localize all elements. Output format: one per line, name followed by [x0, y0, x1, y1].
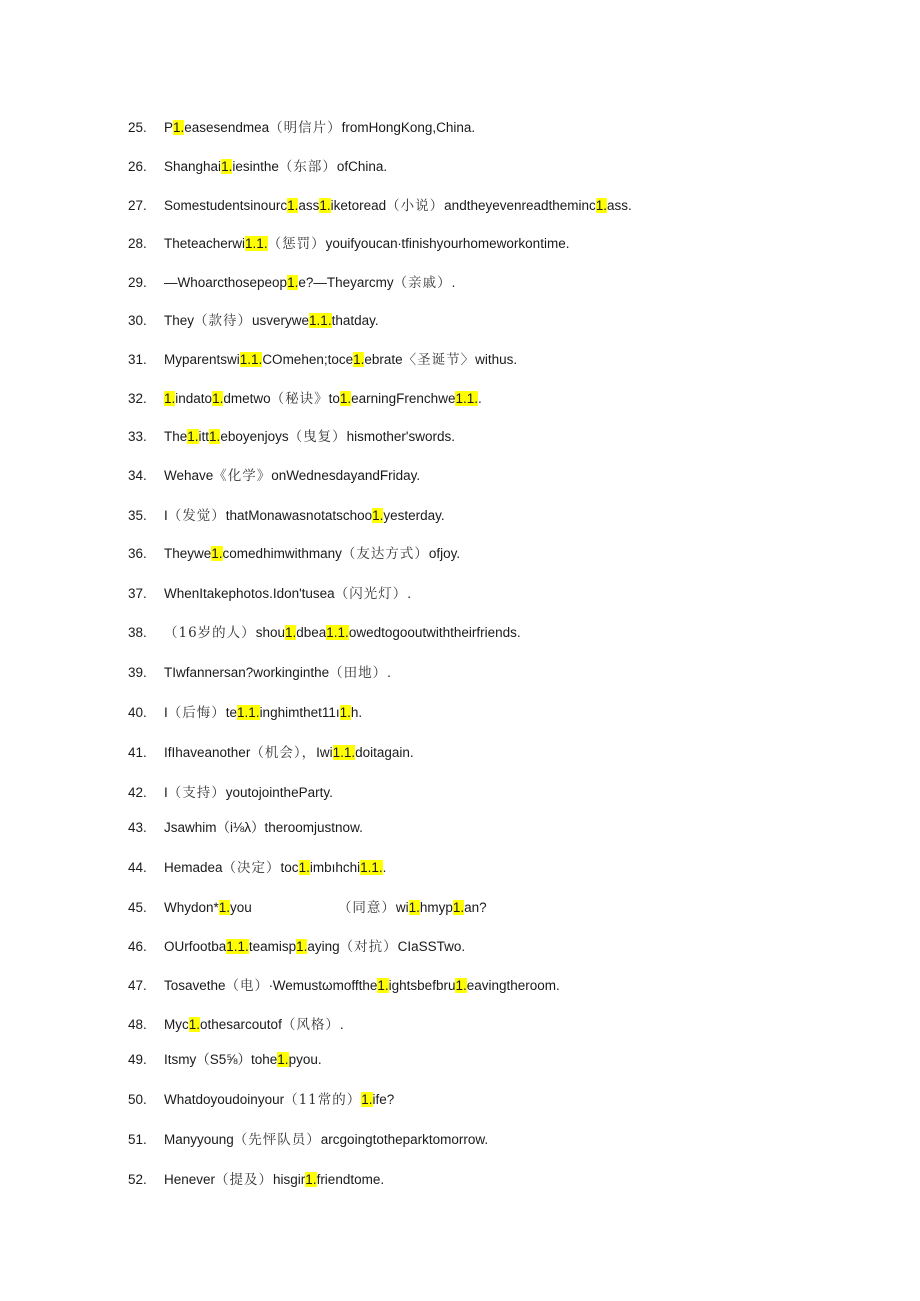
highlighted-text: 1.	[298, 860, 310, 875]
question-number: 26.	[128, 159, 147, 174]
question-text	[164, 1128, 488, 1152]
text-segment: pyou.	[288, 1052, 322, 1067]
text-segment: Wehave	[164, 468, 214, 483]
question-text	[164, 896, 487, 920]
question-number: 46.	[128, 939, 147, 954]
highlighted-text: 1.1.	[455, 391, 478, 406]
chinese-hint: （亲戚）	[393, 275, 452, 291]
chinese-hint: （支持）	[167, 785, 226, 801]
chinese-hint: （同意）	[337, 900, 396, 916]
highlighted-text: 1.	[408, 900, 420, 915]
highlighted-text: 1.	[339, 705, 351, 720]
text-segment: Theteacherwi	[164, 236, 246, 251]
text-segment: iketoread	[330, 198, 387, 213]
chinese-hint: （明信片）	[269, 120, 342, 136]
chinese-hint: 《化学》	[213, 468, 272, 484]
text-segment: itt	[198, 429, 210, 444]
question-number: 44.	[128, 860, 147, 875]
question-number: 36.	[128, 546, 147, 561]
chinese-hint: （小说）	[386, 198, 445, 214]
question-text	[164, 425, 455, 449]
chinese-hint: （东部）	[278, 159, 337, 175]
text-segment: othesarcoutof	[200, 1017, 282, 1032]
highlighted-text: 1.	[211, 546, 223, 561]
text-segment: —Whoarcthosepeop	[164, 275, 288, 290]
text-segment: ightsbefbru	[388, 978, 456, 993]
text-segment: Whydon*	[164, 900, 219, 915]
text-segment: ofChina.	[336, 159, 388, 174]
text-segment: shou	[255, 625, 285, 640]
text-segment: Manyyoung	[164, 1132, 234, 1147]
question-text	[164, 856, 386, 880]
question-number: 30.	[128, 313, 147, 328]
question-number: 25.	[128, 120, 147, 135]
highlighted-text: 1.	[319, 198, 331, 213]
highlighted-text: 1.	[361, 1092, 373, 1107]
chinese-hint: （曳复）	[288, 429, 347, 445]
highlighted-text: 1.	[372, 508, 384, 523]
highlighted-text: 1.	[595, 198, 608, 213]
text-segment: imbıhchi	[309, 860, 361, 875]
highlighted-text: 1.	[209, 429, 221, 444]
chinese-hint: （16岁的人）	[164, 625, 256, 641]
text-segment: The	[164, 429, 188, 444]
question-text	[164, 701, 362, 725]
text-segment: teamisp	[248, 939, 297, 954]
text-segment: doitagain.	[355, 745, 414, 760]
highlighted-text: 1.	[277, 1052, 289, 1067]
question-text	[164, 741, 414, 765]
question-number: 29.	[128, 275, 147, 290]
highlighted-text: 1.	[339, 391, 352, 406]
text-segment: hismother'swords.	[346, 429, 455, 444]
question-text	[164, 1013, 344, 1037]
question-number: 52.	[128, 1172, 147, 1187]
text-segment: ass.	[607, 198, 632, 213]
highlighted-text: 1.	[287, 198, 299, 213]
question-number: 41.	[128, 745, 147, 760]
highlighted-text: 1.1.	[332, 745, 356, 760]
chinese-hint: （风格）	[281, 1017, 340, 1033]
text-segment: Tosavethe	[164, 978, 226, 993]
question-text	[164, 781, 333, 805]
text-segment: CIaSSTwo.	[397, 939, 466, 954]
chinese-hint: （先怦队员）	[233, 1132, 321, 1148]
text-segment: .	[407, 586, 411, 601]
question-number: 42.	[128, 785, 147, 800]
chinese-hint: （提及）	[215, 1172, 274, 1188]
highlighted-text: 1.	[455, 978, 467, 993]
question-number: 40.	[128, 705, 147, 720]
chinese-hint: （后悔）	[167, 705, 226, 721]
question-number: 48.	[128, 1017, 147, 1032]
text-segment: indato	[175, 391, 213, 406]
text-segment: hisgir	[273, 1172, 306, 1187]
text-segment: youifyoucan∙tfinishyourhomeworkontime.	[325, 236, 570, 251]
text-segment: h.	[350, 705, 363, 720]
text-segment: IfIhaveanother	[164, 745, 251, 760]
text-segment: hmyp	[419, 900, 453, 915]
text-segment: Theywe	[164, 546, 212, 561]
chinese-hint: （发觉）	[167, 508, 226, 524]
question-number: 28.	[128, 236, 147, 251]
chinese-hint: （惩罚）	[267, 236, 326, 252]
text-segment: Iwi	[316, 745, 333, 760]
text-segment: earningFrenchwe	[351, 391, 456, 406]
highlighted-text: 1.	[221, 159, 233, 174]
question-text	[164, 661, 391, 685]
question-number: 37.	[128, 586, 147, 601]
text-segment: .	[451, 275, 456, 290]
question-number: 35.	[128, 508, 147, 523]
text-segment: ofjoy.	[428, 546, 461, 561]
question-text	[164, 1168, 384, 1192]
text-segment: fromHongKong,China.	[341, 120, 476, 135]
question-text	[164, 621, 521, 645]
question-number: 50.	[128, 1092, 147, 1107]
text-segment: e?—Theyarcmy	[298, 275, 394, 290]
text-segment: ebrate	[364, 352, 403, 367]
text-segment: eavingtheroom.	[466, 978, 560, 993]
highlighted-text: 1.1.	[237, 705, 260, 720]
highlighted-text: 1.	[452, 900, 465, 915]
text-segment: They	[164, 313, 195, 328]
text-segment: te	[225, 705, 238, 720]
text-segment: toc	[280, 860, 299, 875]
text-segment: OUrfootba	[164, 939, 227, 954]
chinese-hint: （决定）	[222, 860, 281, 876]
question-text	[164, 194, 632, 218]
text-segment: friendtome.	[316, 1172, 385, 1187]
question-number: 32.	[128, 391, 147, 406]
highlighted-text: 1.1.	[309, 313, 332, 328]
highlighted-text: 1.	[305, 1172, 317, 1187]
chinese-hint: （友达方式）	[341, 546, 429, 562]
text-segment: aying	[307, 939, 340, 954]
text-segment: to	[328, 391, 340, 406]
highlighted-text: 1.1.	[360, 860, 383, 875]
question-number: 49.	[128, 1052, 147, 1067]
text-segment: wi	[395, 900, 409, 915]
chinese-hint: （机会），	[250, 745, 317, 761]
text-segment: thatMonawasnotatschoo	[225, 508, 373, 523]
text-segment: thatday.	[331, 313, 379, 328]
question-text	[164, 974, 560, 998]
text-segment: Itsmy（S5⅝）tohe	[164, 1052, 278, 1067]
highlighted-text: 1.	[377, 978, 389, 993]
text-segment: easesendmea	[184, 120, 270, 135]
question-number: 27.	[128, 198, 147, 213]
highlighted-text: 1.1.	[245, 236, 268, 251]
question-number: 38.	[128, 625, 147, 640]
text-segment: WhenItakephotos.Idon'tusea	[164, 586, 335, 601]
text-segment: onWednesdayandFriday.	[271, 468, 421, 483]
question-text	[164, 935, 465, 959]
highlighted-text: 1.	[296, 939, 308, 954]
text-segment: owedtogooutwiththeirfriends.	[348, 625, 521, 640]
text-segment: Shanghai	[164, 159, 222, 174]
text-segment: yesterday.	[383, 508, 445, 523]
highlighted-text: 1.1.	[326, 625, 349, 640]
text-segment: I	[164, 785, 168, 800]
question-number: 34.	[128, 468, 147, 483]
text-segment: andtheyevenreadtheminc	[444, 198, 596, 213]
chinese-hint: （闪光灯）	[334, 586, 408, 602]
chinese-hint: （秘诀》	[270, 391, 329, 407]
chinese-hint: 〈圣诞节〉	[402, 352, 476, 368]
question-text	[164, 309, 379, 333]
text-segment: dmetwo	[223, 391, 271, 406]
text-segment: TIwfannersan?workinginthe	[164, 665, 330, 680]
text-segment: you	[230, 900, 252, 915]
question-number: 43.	[128, 820, 147, 835]
question-number: 51.	[128, 1132, 147, 1147]
question-number: 31.	[128, 352, 147, 367]
question-text	[164, 582, 411, 606]
chinese-hint: （对抗）	[339, 939, 398, 955]
question-text	[164, 816, 363, 840]
text-segment: Myparentswi	[164, 352, 240, 367]
text-segment: Somestudentsinourc	[164, 198, 288, 213]
text-segment: youtojointheParty.	[225, 785, 333, 800]
text-segment: dbea	[296, 625, 327, 640]
question-text	[164, 271, 455, 295]
question-text	[164, 387, 482, 411]
question-number: 39.	[128, 665, 147, 680]
highlighted-text: 1.	[212, 391, 224, 406]
text-segment: ass	[298, 198, 320, 213]
highlighted-text: 1.	[164, 391, 176, 406]
text-segment: .	[477, 391, 482, 406]
question-text	[164, 542, 460, 566]
highlighted-text: 1.	[173, 120, 185, 135]
text-segment: Myc	[164, 1017, 189, 1032]
text-segment: Jsawhim（i⅛λ）theroomjustnow.	[164, 820, 363, 835]
question-text	[164, 504, 445, 528]
text-segment: P	[164, 120, 174, 135]
highlighted-text: 1.1.	[239, 352, 263, 367]
question-text	[164, 1088, 394, 1112]
question-text	[164, 464, 420, 488]
text-segment: Henever	[164, 1172, 216, 1187]
question-number: 45.	[128, 900, 147, 915]
text-segment: Hemadea	[164, 860, 223, 875]
text-segment: comedhimwithmany	[222, 546, 342, 561]
text-segment: I	[164, 508, 168, 523]
highlighted-text: 1.	[188, 1017, 201, 1032]
question-number: 47.	[128, 978, 147, 993]
text-segment: inghimthet11ı	[259, 705, 340, 720]
text-segment: .	[339, 1017, 344, 1032]
chinese-hint: （电）	[225, 978, 270, 994]
text-segment: COmehen;toce	[262, 352, 354, 367]
text-segment: ife?	[372, 1092, 395, 1107]
text-segment: .	[387, 665, 391, 680]
text-segment: iesinthe	[232, 159, 279, 174]
chinese-hint: （款待）	[194, 313, 253, 329]
text-segment: ∙Wemustωmoffthe	[269, 978, 378, 993]
question-text	[164, 232, 569, 256]
text-segment: .	[382, 860, 387, 875]
highlighted-text: 1.	[353, 352, 365, 367]
highlighted-text: 1.	[284, 625, 297, 640]
text-segment: arcgoingtotheparktomorrow.	[320, 1132, 489, 1147]
highlighted-text: 1.	[187, 429, 199, 444]
question-text	[164, 348, 517, 372]
question-text	[164, 1048, 322, 1072]
text-segment: I	[164, 705, 168, 720]
highlighted-text: 1.1.	[226, 939, 249, 954]
question-text	[164, 155, 387, 179]
question-text	[164, 116, 475, 140]
text-segment: usverywe	[252, 313, 310, 328]
highlighted-text: 1.	[287, 275, 299, 290]
text-segment: Whatdoyoudoinyour	[164, 1092, 285, 1107]
text-segment: an?	[464, 900, 487, 915]
text-segment: withus.	[475, 352, 518, 367]
chinese-hint: （11常的）	[284, 1092, 362, 1108]
question-number: 33.	[128, 429, 147, 444]
highlighted-text: 1.	[218, 900, 231, 915]
chinese-hint: （田地）	[329, 665, 388, 681]
text-segment: eboyenjoys	[220, 429, 289, 444]
